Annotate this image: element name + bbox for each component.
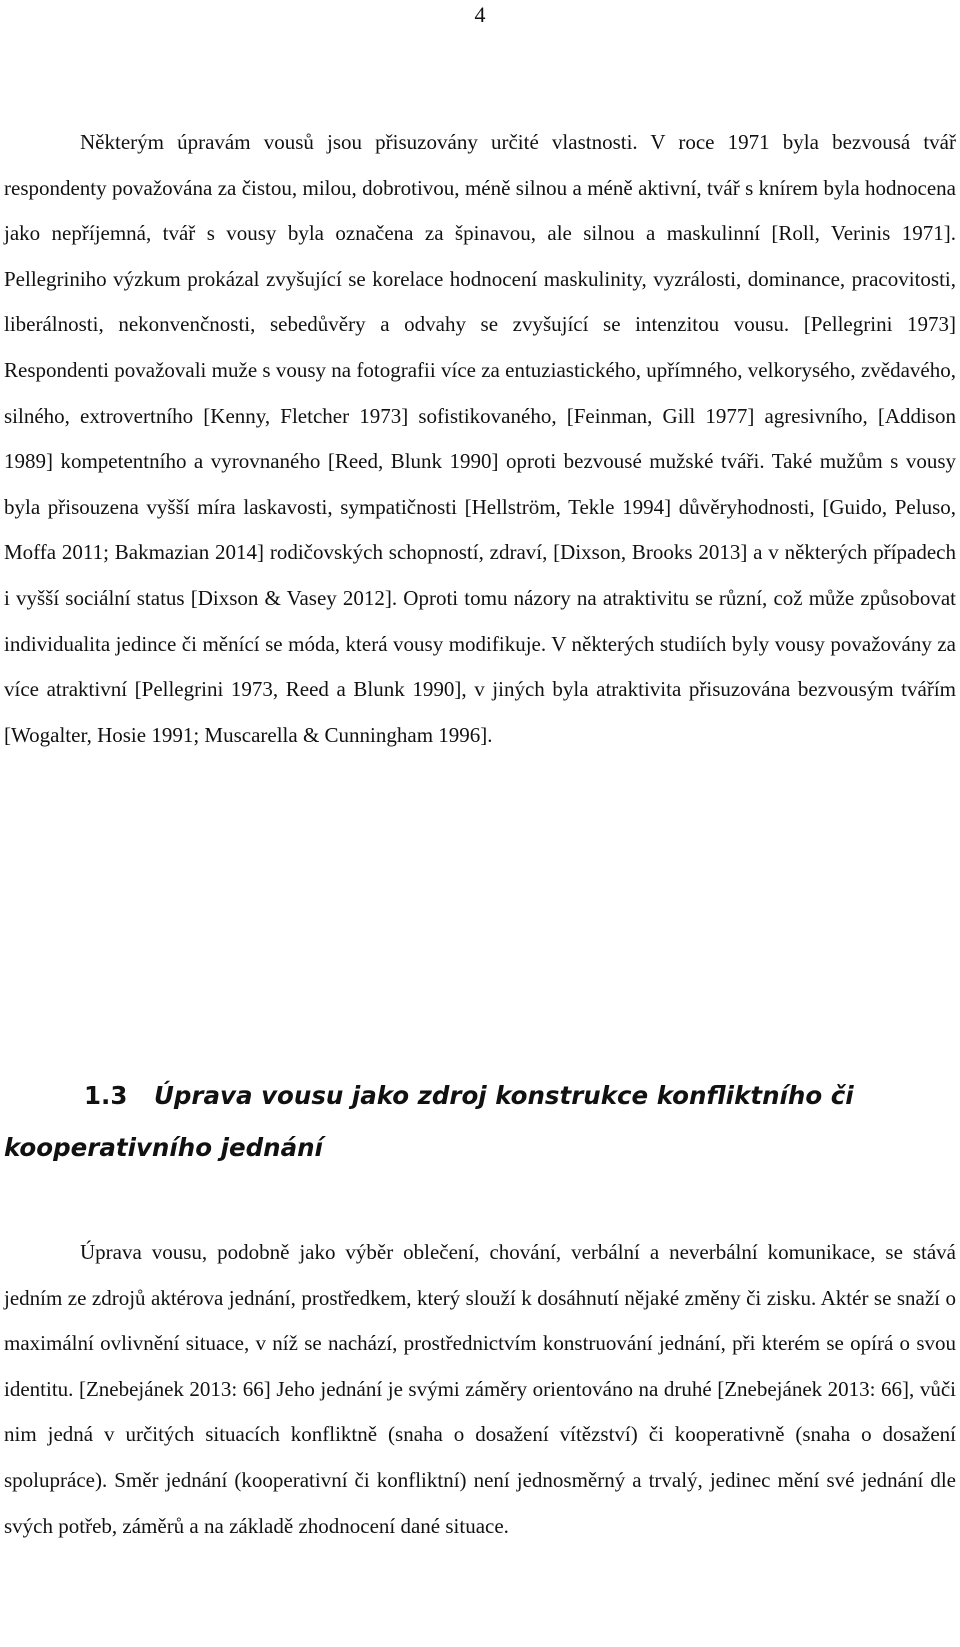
- paragraph-beard-attributes: Některým úpravám vousů jsou přisuzovány určité vlastnosti. V roce 1971 byla bezvousá tvář respondenty považována za čistou, milou, dobrotivou, méně silnou a méně aktivní, tvář s knírem byla hodnocena jako nepříjemná, tvář s vousy byla označena za špinavou, ale silnou a maskulinní [Roll, Verinis 1971]. Pellegriniho výzkum prokázal zvyšující se korelace hodnocení maskulinity, vyzrálosti, dominance, pracovitosti, liberálnosti, nekonvenčnosti, sebedůvěry a odvahy se zvyšující se intenzitou vousu. [Pellegrini 1973] Respondenti považovali muže s vousy na fotografii více za entuziastického, upřímného, velkorysého, zvědavého, silného, extrovertního [Kenny, Fletcher 1973] sofistikovaného, [Feinman, Gill 1977] agresivního, [Addison 1989] kompetentního a vyrovnaného [Reed, Blunk 1990] oproti bezvousé mužské tváři. Také mužům s vousy byla přisouzena vyšší míra laskavosti, sympatičnosti [Hellström, Tekle 1994] důvěryhodnosti, [Guido, Peluso, Moffa 2011; Bakmazian 2014] rodičovských schopností, zdraví, [Dixson, Brooks 2013] a v některých případech i vyšší sociální status [Dixson & Vasey 2012]. Oproti tomu názory na atraktivitu se různí, což může způsobovat individualita jedince či měnící se móda, která vousy modifikuje. V některých studiích byly vousy považovány za více atraktivní [Pellegrini 1973, Reed a Blunk 1990], v jiných byla atraktivita přisuzována bezvousým tvářím [Wogalter, Hosie 1991; Muscarella & Cunningham 1996].: [4, 130, 956, 747]
- page-number: 4: [474, 2, 486, 27]
- section-title: Úprava vousu jako zdroj konstrukce konfliktního či kooperativního jednání: [4, 1081, 854, 1162]
- section-number: 1.3: [84, 1081, 128, 1110]
- paragraph-beard-as-action-source: Úprava vousu, podobně jako výběr oblečení, chování, verbální a neverbální komunikace, se stává jedním ze zdrojů aktérova jednání, prostředkem, který slouží k dosáhnutí nějaké změny či zisku. Aktér se snaží o maximální ovlivnění situace, v níž se nachází, prostřednictvím konstruování jednání, při kterém se opírá o svou identitu. [Znebejánek 2013: 66] Jeho jednání je svými záměry orientováno na druhé [Znebejánek 2013: 66], vůči nim jedná v určitých situacích konfliktně (snaha o dosažení vítězství) či kooperativně (snaha o dosažení spolupráce). Směr jednání (kooperativní či konfliktní) není jednosměrný a trvalý, jedinec mění své jednání dle svých potřeb, záměrů a na základě zhodnocení dané situace.: [4, 1240, 956, 1538]
- section-heading: [4, 1070, 956, 1174]
